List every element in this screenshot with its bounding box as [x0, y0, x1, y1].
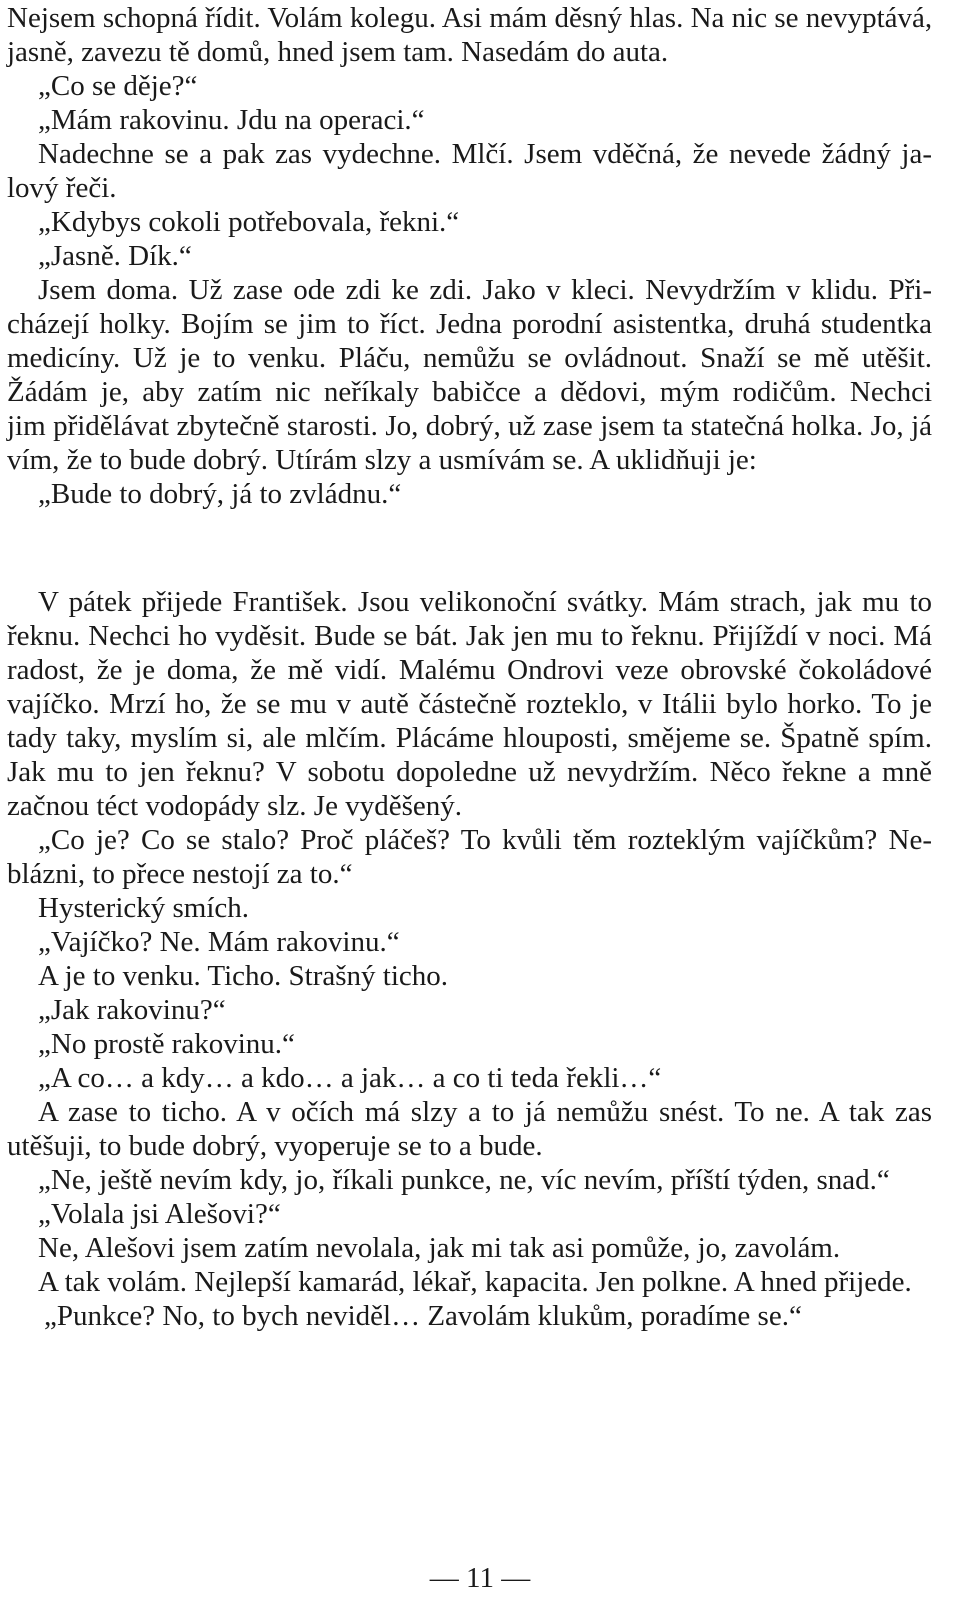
text-line: začnou téct vodopády slz. Je vyděšený.	[7, 790, 462, 822]
text-line: vím, že to bude dobrý. Utírám slzy a usmívám se. A uklidňuji je:	[7, 444, 757, 476]
text-line: „A co… a kdy… a kdo… a jak… a co ti teda řekli…“	[38, 1062, 662, 1094]
text-line: blázni, to přece nestojí za to.“	[7, 858, 353, 890]
text-line: jim přidělávat zbytečně starosti. Jo, dobrý, už zase jsem ta statečná holka. Jo, já	[7, 410, 932, 442]
text-line: „Co je? Co se stalo? Proč pláčeš? To kvůli těm rozteklým vajíčkům? Ne-	[38, 824, 932, 856]
text-line: „Mám rakovinu. Jdu na operaci.“	[38, 104, 425, 136]
text-line: V pátek přijede František. Jsou velikonoční svátky. Mám strach, jak mu to	[38, 586, 932, 618]
text-line: tady taky, myslím si, ale mlčím. Plácáme hlouposti, smějeme se. Špatně spím.	[7, 722, 932, 754]
text-line: „Vajíčko? Ne. Mám rakovinu.“	[38, 926, 400, 958]
text-line: Nadechne se a pak zas vydechne. Mlčí. Jsem vděčná, že nevede žádný ja-	[38, 138, 932, 170]
text-line: „Jak rakovinu?“	[38, 994, 226, 1026]
text-line: řeknu. Nechci ho vyděsit. Bude se bát. Jak jen mu to řeknu. Přijíždí v noci. Má	[7, 620, 932, 652]
text-line: radost, že je doma, že mě vidí. Malému Ondrovi veze obrovské čokoládové	[7, 654, 932, 686]
text-line: Hysterický smích.	[38, 892, 250, 924]
text-line: jasně, zavezu tě domů, hned jsem tam. Nasedám do auta.	[7, 36, 669, 68]
text-line: A je to venku. Ticho. Strašný ticho.	[38, 960, 449, 992]
text-line: lový řeči.	[7, 172, 117, 204]
text-line: „No prostě rakovinu.“	[38, 1028, 295, 1060]
text-line: „Volala jsi Alešovi?“	[38, 1198, 281, 1230]
text-line: medicíny. Už je to venku. Pláču, nemůžu se ovládnout. Snaží se mě utěšit.	[7, 342, 932, 374]
text-line: Ne, Alešovi jsem zatím nevolala, jak mi tak asi pomůže, jo, zavolám.	[38, 1232, 841, 1264]
text-line: A zase to ticho. A v očích má slzy a to já nemůžu snést. To ne. A tak zas	[38, 1096, 932, 1128]
text-line: „Ne, ještě nevím kdy, jo, říkali punkce, ne, víc nevím, příští týden, snad.“	[38, 1164, 890, 1196]
text-line: Žádám je, aby zatím nic neříkaly babičce a dědovi, mým rodičům. Nechci	[7, 376, 932, 408]
text-line: „Bude to dobrý, já to zvládnu.“	[38, 478, 402, 510]
text-line: „Jasně. Dík.“	[38, 240, 192, 272]
text-line: „Kdybys cokoli potřebovala, řekni.“	[38, 206, 460, 238]
page-number: — 11 —	[429, 1562, 531, 1594]
text-line: Jsem doma. Už zase ode zdi ke zdi. Jako v kleci. Nevydržím v klidu. Při-	[38, 274, 932, 306]
text-line: utěšuji, to bude dobrý, vyoperuje se to a bude.	[7, 1130, 543, 1162]
text-line: cházejí holky. Bojím se jim to říct. Jedna porodní asistentka, druhá studentka	[7, 308, 932, 340]
text-line: „Punkce? No, to bych neviděl… Zavolám klukům, poradíme se.“	[44, 1300, 802, 1332]
text-line: „Co se děje?“	[38, 70, 198, 102]
text-line: Jak mu to jen řeknu? V sobotu dopoledne už nevydržím. Něco řekne a mně	[7, 756, 932, 788]
text-line: Nejsem schopná řídit. Volám kolegu. Asi mám děsný hlas. Na nic se nevyptává,	[7, 2, 933, 34]
text-line: A tak volám. Nejlepší kamarád, lékař, kapacita. Jen polkne. A hned přijede.	[38, 1266, 912, 1298]
text-line: vajíčko. Mrzí ho, že se mu v autě částečně rozteklo, v Itálii bylo horko. To je	[7, 688, 932, 720]
